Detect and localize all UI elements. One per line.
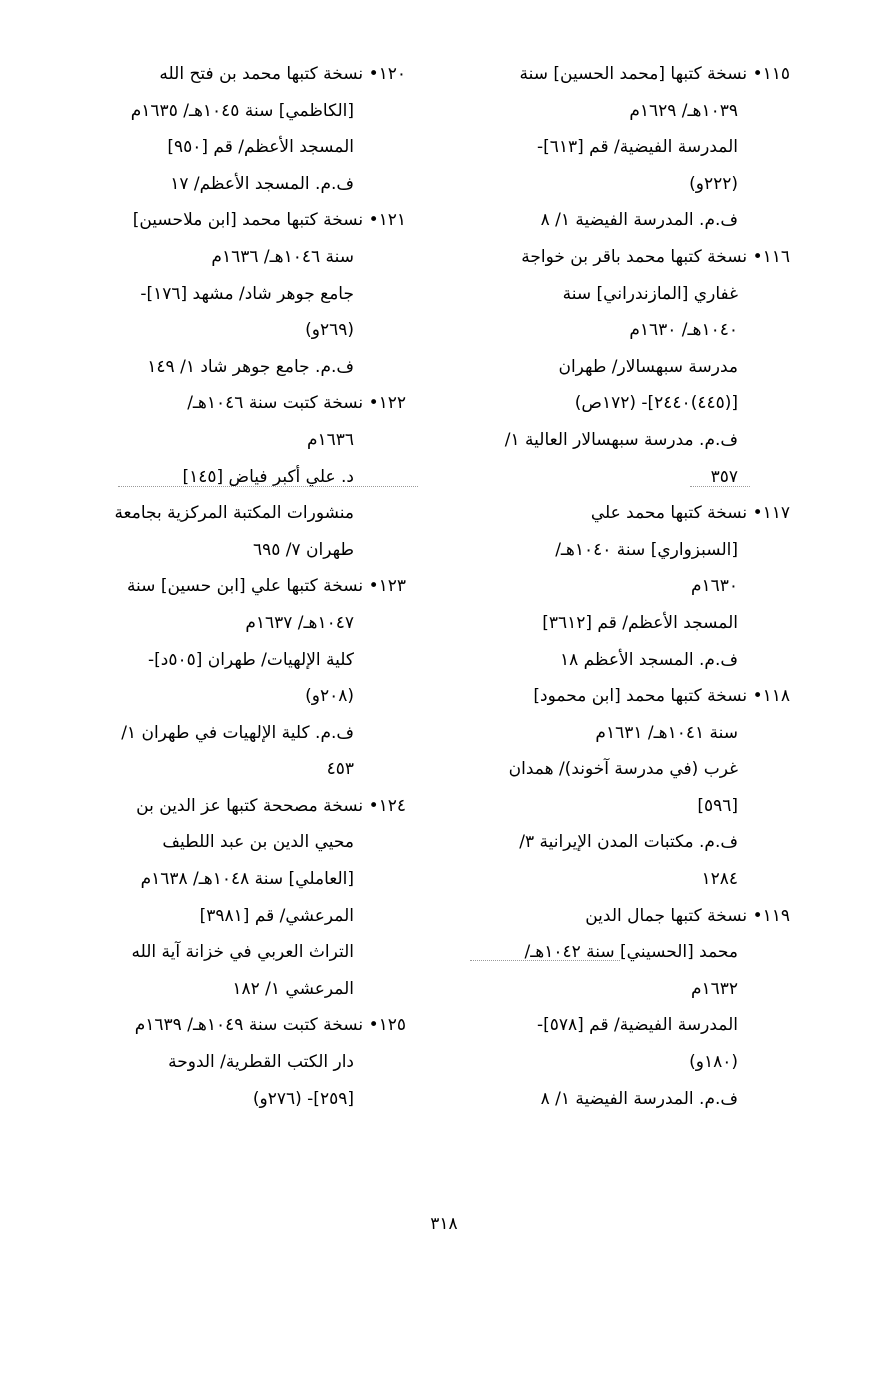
entry-line <box>452 861 790 898</box>
entry-line <box>68 605 406 642</box>
entry-text: نسخة كتبها محمد بن فتح الله <box>159 64 364 84</box>
entry-heading-line <box>452 678 790 715</box>
entry-line <box>68 642 406 679</box>
entry-text: (٢٦٩و) <box>305 320 354 341</box>
dotted-rule <box>690 486 750 487</box>
entry-line <box>68 312 406 349</box>
entry-text: [٥٩٦] <box>697 795 738 816</box>
entry-text: ف.م. مدرسة سبهسالار العالية ١/ <box>504 429 738 450</box>
entry-text: محيي الدين بن عبد اللطيف <box>162 832 354 853</box>
entry-heading-line <box>68 385 406 422</box>
bullet-icon: • <box>752 246 763 267</box>
entry-line <box>68 93 406 130</box>
entry-text: نسخة مصححة كتبها عز الدين بن <box>136 795 364 816</box>
entry-line <box>452 276 790 313</box>
bullet-icon: • <box>752 503 763 524</box>
entry-line <box>452 349 790 386</box>
entry-number: ١١٨ <box>762 686 790 707</box>
catalog-entry <box>452 239 790 495</box>
entry-heading-line <box>68 568 406 605</box>
entry-line <box>452 824 790 861</box>
entry-number: ١١٦ <box>762 246 790 267</box>
entry-text: مدرسة سبهسالار/ طهران <box>558 356 738 377</box>
entry-line <box>452 422 790 459</box>
entry-line <box>452 751 790 788</box>
entry-text: نسخة كتبها [محمد الحسين] سنة <box>519 64 748 84</box>
entry-heading-line <box>68 202 406 239</box>
entry-line <box>68 751 406 788</box>
entry-line <box>452 129 790 166</box>
entry-heading-line <box>68 56 406 93</box>
entry-text: ١٢٨٤ <box>701 869 738 890</box>
entry-line <box>68 129 406 166</box>
entry-text: محمد [الحسيني] سنة ١٠٤٢هـ/ <box>524 942 738 963</box>
catalog-entry <box>68 568 406 788</box>
entry-number: ١٢١ <box>378 210 406 231</box>
entry-text: سنة ١٠٤١هـ/ ١٦٣١م <box>595 722 738 743</box>
catalog-entry <box>68 385 406 568</box>
entry-line <box>68 1044 406 1081</box>
entry-number: ١١٧ <box>762 503 790 524</box>
page-number: ٣١٨ <box>430 1214 458 1234</box>
dotted-rule <box>118 486 418 487</box>
entry-line <box>68 495 406 532</box>
right-column <box>452 56 790 1117</box>
entry-line <box>68 898 406 935</box>
entry-text: نسخة كتبت سنة ١٠٤٦هـ/ <box>187 393 364 414</box>
entry-line <box>452 1081 790 1118</box>
entry-text: ف.م. المسجد الأعظم/ ١٧ <box>170 173 354 194</box>
entry-line <box>68 349 406 386</box>
entry-line <box>452 1007 790 1044</box>
entry-text: د. علي أكبر فياض [١٤٥] <box>182 466 354 487</box>
entry-line <box>452 605 790 642</box>
bullet-icon: • <box>368 210 379 231</box>
entry-text: التراث العربي في خزانة آية الله <box>131 942 354 963</box>
bullet-icon: • <box>368 576 379 597</box>
catalog-entry <box>68 56 406 202</box>
entry-text: نسخة كتبها محمد [ابن ملاحسين] <box>132 210 364 231</box>
entry-text: سنة ١٠٤٦هـ/ ١٦٣٦م <box>211 246 354 267</box>
entry-text: نسخة كتبها محمد باقر بن خواجة <box>521 246 748 267</box>
entry-text: [(٤٤٥)٢٤٤٠]- (١٧٢ص) <box>574 393 738 414</box>
entry-text: دار الكتب القطرية/ الدوحة <box>168 1052 354 1073</box>
catalog-entry <box>68 788 406 1008</box>
entry-line <box>452 385 790 422</box>
entry-line <box>452 532 790 569</box>
entry-text: [العاملي] سنة ١٠٤٨هـ/ ١٦٣٨م <box>140 869 354 890</box>
entry-text: [٢٥٩]- (٢٧٦و) <box>252 1088 354 1109</box>
catalog-entry <box>452 678 790 898</box>
entry-text: [الكاظمي] سنة ١٠٤٥هـ/ ١٦٣٥م <box>130 100 354 121</box>
entry-text: [السبزواري] سنة ١٠٤٠هـ/ <box>555 539 738 560</box>
entry-text: ف.م. كلية الإلهيات في طهران ١/ <box>121 722 354 743</box>
entry-text: المرعشي ١/ ١٨٢ <box>232 978 354 999</box>
entry-text: غفاري [المازندراني] سنة <box>562 283 738 304</box>
entry-line <box>68 824 406 861</box>
bullet-icon: • <box>752 64 763 84</box>
entry-number: ١٢٥ <box>378 1015 406 1036</box>
bullet-icon: • <box>368 64 379 84</box>
entry-line <box>452 788 790 825</box>
entry-text: ٤٥٣ <box>326 759 354 780</box>
catalog-entry <box>68 202 406 385</box>
entry-line <box>452 715 790 752</box>
entry-text: ١٠٤٧هـ/ ١٦٣٧م <box>245 612 354 633</box>
catalog-entry <box>452 495 790 678</box>
entry-text: جامع جوهر شاد/ مشهد [١٧٦]- <box>140 283 354 304</box>
entry-line <box>68 239 406 276</box>
entry-text: طهران ٧/ ٦٩٥ <box>252 539 354 560</box>
catalog-entry <box>452 898 790 1118</box>
entry-line <box>68 459 406 496</box>
entry-text: نسخة كتبها جمال الدين <box>585 905 748 926</box>
entry-heading-line <box>452 495 790 532</box>
entry-text: نسخة كتبت سنة ١٠٤٩هـ/ ١٦٣٩م <box>134 1015 364 1036</box>
entry-text: ف.م. مكتبات المدن الإيرانية ٣/ <box>519 832 738 853</box>
bullet-icon: • <box>752 905 763 926</box>
entry-text: ١٦٣٠م <box>690 576 738 597</box>
entry-number: ١٢٢ <box>378 393 406 414</box>
bullet-icon: • <box>368 393 379 414</box>
entry-line <box>452 93 790 130</box>
entry-text: المسجد الأعظم/ قم [٣٦١٢] <box>542 612 738 633</box>
entry-heading-line <box>452 898 790 935</box>
entry-line <box>452 1044 790 1081</box>
entry-text: نسخة كتبها محمد [ابن محمود] <box>533 686 748 707</box>
entry-line <box>68 276 406 313</box>
entry-number: ١٢٠ <box>378 64 406 84</box>
entry-text: منشورات المكتبة المركزية بجامعة <box>114 503 354 524</box>
entry-text: ٣٥٧ <box>710 466 738 487</box>
entry-line <box>68 532 406 569</box>
entry-number: ١٢٤ <box>378 795 406 816</box>
entry-text: (٢٢٢و) <box>689 173 738 194</box>
entry-text: ١٦٣٢م <box>690 978 738 999</box>
catalog-entry <box>452 56 790 239</box>
entry-text: المدرسة الفيضية/ قم [٥٧٨]- <box>536 1015 738 1036</box>
entry-heading-line <box>68 1007 406 1044</box>
bullet-icon: • <box>752 686 763 707</box>
left-column <box>68 56 406 1117</box>
entry-line <box>68 934 406 971</box>
entry-line <box>452 166 790 203</box>
catalog-entry <box>68 1007 406 1117</box>
entry-text: ف.م. المدرسة الفيضية ١/ ٨ <box>540 1088 738 1109</box>
bullet-icon: • <box>368 795 379 816</box>
entry-text: ف.م. جامع جوهر شاد ١/ ١٤٩ <box>147 356 354 377</box>
entry-line <box>68 861 406 898</box>
entry-heading-line <box>68 788 406 825</box>
entry-line <box>452 312 790 349</box>
dotted-rule <box>470 960 620 961</box>
entry-line <box>452 459 790 496</box>
entry-text: ١٦٣٦م <box>306 429 354 450</box>
entry-heading-line <box>452 56 790 93</box>
entry-text: نسخة كتبها علي [ابن حسين] سنة <box>126 576 364 597</box>
entry-text: (١٨٠و) <box>689 1052 738 1073</box>
entry-line <box>452 642 790 679</box>
entry-number: ١١٥ <box>762 64 790 84</box>
entry-line <box>68 1081 406 1118</box>
entry-number: ١١٩ <box>762 905 790 926</box>
entry-line <box>452 934 790 971</box>
entry-text: ١٠٤٠هـ/ ١٦٣٠م <box>629 320 738 341</box>
entry-text: كلية الإلهيات/ طهران [٥٠٥د]- <box>148 649 354 670</box>
entry-text: ف.م. المسجد الأعظم ١٨ <box>559 649 738 670</box>
entry-line <box>452 971 790 1008</box>
entry-line <box>68 166 406 203</box>
entry-line <box>68 715 406 752</box>
entry-text: المسجد الأعظم/ قم [٩٥٠] <box>167 137 354 158</box>
entry-text: غرب (في مدرسة آخوند)/ همدان <box>508 759 738 780</box>
entry-line <box>452 202 790 239</box>
entry-number: ١٢٣ <box>378 576 406 597</box>
entry-heading-line <box>452 239 790 276</box>
entry-text: المدرسة الفيضية/ قم [٦١٣]- <box>536 137 738 158</box>
entry-line <box>68 971 406 1008</box>
entry-text: المرعشي/ قم [٣٩٨١] <box>199 905 354 926</box>
entry-text: ١٠٣٩هـ/ ١٦٢٩م <box>629 100 738 121</box>
entry-text: (٢٠٨و) <box>305 686 354 707</box>
entry-line <box>68 678 406 715</box>
entry-text: نسخة كتبها محمد علي <box>590 503 748 524</box>
entry-text: ف.م. المدرسة الفيضية ١/ ٨ <box>540 210 738 231</box>
bullet-icon: • <box>368 1015 379 1036</box>
entry-line <box>68 422 406 459</box>
entry-line <box>452 568 790 605</box>
